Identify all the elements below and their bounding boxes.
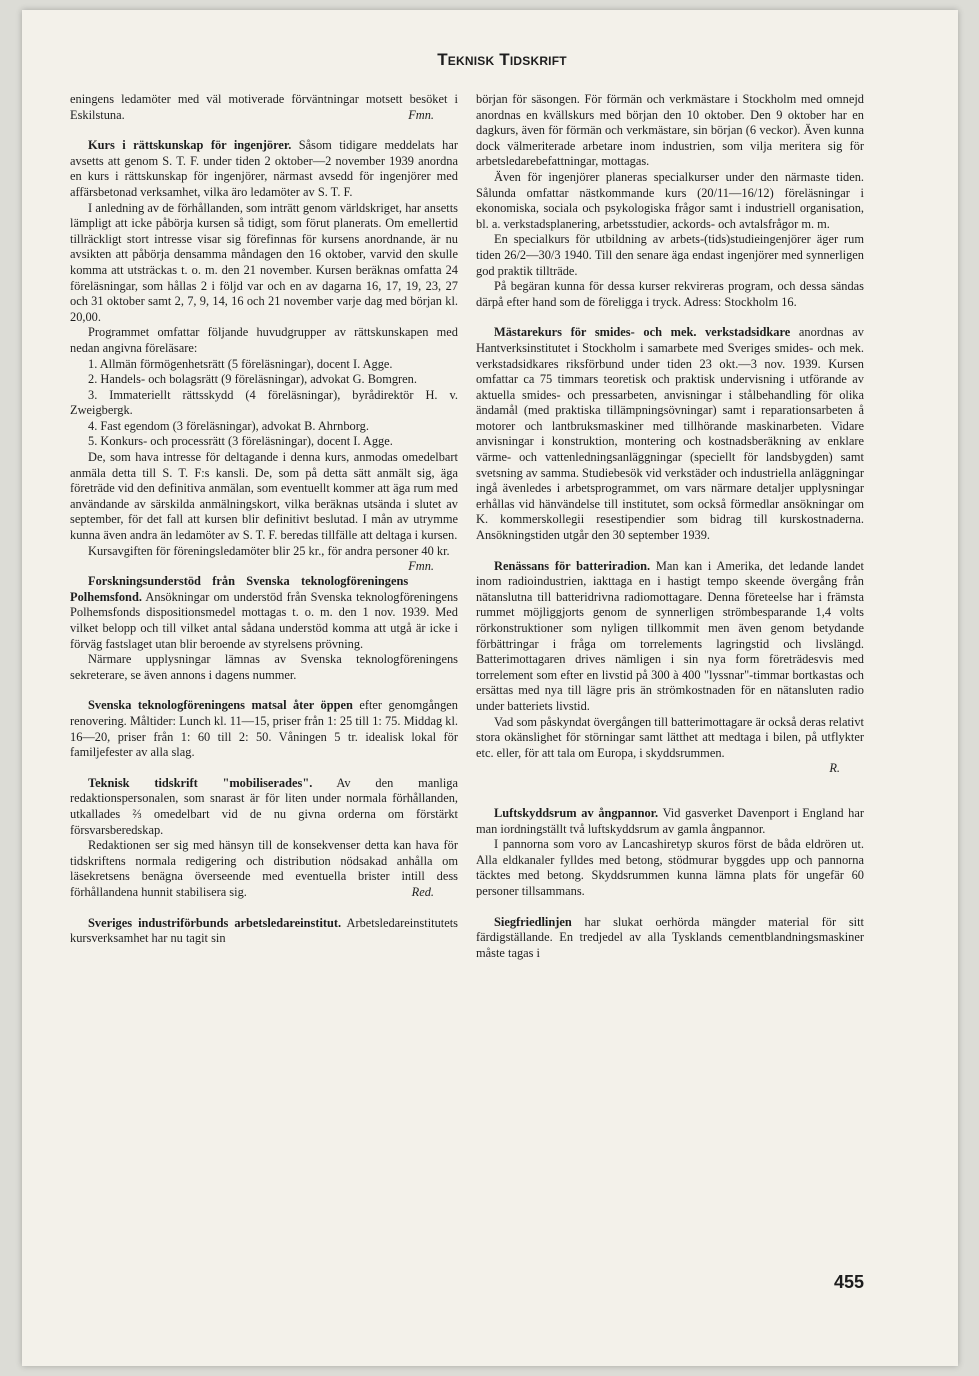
- article-siegfriedlinjen: Siegfriedlinjen har slukat oerhörda mängder material för sitt färdigställande. En tredjedel av alla Tysklands cementblandningsmaskiner måste tagas i: [476, 914, 864, 960]
- paragraph: Vad som påskyndat övergången till batterimottagare är också deras relativt stora okänslighet för störningar samt lätthet att medtaga i bilen, på utflykter etc. eller, för att tala om Europa, i skyddsrummen.: [476, 714, 864, 760]
- signature: Fmn.: [408, 107, 434, 122]
- paragraph: Programmet omfattar följande huvudgrupper av rättskunskapen med nedan angivna föreläsare:: [70, 325, 458, 355]
- article-forskning: Forskningsunderstöd från Svenska teknologföreningens Polhemsfond. Ansökningar om understöd från Svenska teknologföreningens Polhemsfonds dispositionsmedel mottagas t. o. m. den 1 nov. 1939. Med vilket belopp och till vilket antal sådana understöd komma att utgå är icke i förväg fastslaget utan blir beroende av styrelsens prövning.: [70, 574, 458, 651]
- article-industri: Sveriges industriförbunds arbetsledareinstitut. Arbetsledareinstitutets kursverksamhet har nu tagit sin: [70, 915, 458, 946]
- signature: Red.: [411, 884, 434, 899]
- left-column: [70, 92, 458, 947]
- article-title: Teknisk tidskrift "mobiliserades".: [88, 775, 313, 790]
- paragraph: Redaktionen ser sig med hänsyn till de konsekvenser detta kan hava för tidskriftens normala redigering och distribution nödsakad anhålla om läsekretsens benägna överseende med eventuella brister intill dess förhållandena hunnit stabilisera sig. Red.: [70, 838, 458, 899]
- article-batteriradion: Renässans för batteriradion. Man kan i Amerika, det ledande landet inom radioindustrien, iakttaga en i hastigt tempo skeende övergång från nätanslutna till batteridrivna radiomottagare. Denna företeelse har i främsta rummet möjliggjorts genom de synnerligen strömbesparande 1,4 volts rörkonstruktioner som nyligen tillkommit men även genom betydande förbättringar i fråga om torrelements lagringstid och livslängd. Batterimottagaren drives nämligen i sin nya form företrädesvis med torrelement som efter en livstid på 300 à 400 "lyssnar"-timmar bortkastas och ersättas med nya till lägre pris än strömkostnaden för en nätansluten radio under batteriets livstid.: [476, 558, 864, 713]
- article-title: Mästarekurs för smides- och mek. verkstadsidkare: [494, 325, 791, 340]
- article-mastarekurs: Mästarekurs för smides- och mek. verkstadsidkare anordnas av Hantverksinstitutet i Stockholm i samarbete med Sveriges smides- och mek. verkstadsidkares riksförbund under tiden 23 okt.—3 nov. 1939. Kursen omfattar ca 75 timmars teoretisk och praktisk undervisning i utförande av aktuella smides- och pressarbeten, anvisningar i stålbehandling för olika ändamål (med praktiska tillämpningsövningar) samt i reparationsarbeten å motorer och lantbruksmaskiner med tillhörande maskinarbeten. Vidare anvisningar i konstruktion, montering och kostnadsberäkning av enklare värme- och vattenledningsanläggningar (speciellt för landsbygden) samt svetsning av samma. Studiebesök vid verkstäder och industriella anläggningar ingå ävenledes i arbetsprogrammet, om vars närmare detaljer upplysningar erhållas vid hänvändelse till institutet, som också förmedlar ansökningar om K. kommerskollegii resestipendier som bidrag till kurskostnaderna. Ansökningstiden utgår den 30 september 1939.: [476, 325, 864, 543]
- article-matsal: Svenska teknologföreningens matsal åter öppen efter genomgången renovering. Måltider: Lunch kl. 11—15, priser från 1: 25 till 1: 75. Middag kl. 16—20, priser från 1: 60 till 2: 50. Våningen 5 tr. idealisk lokal för familjefester av alla slag.: [70, 698, 459, 760]
- article-kurs: Kurs i rättskunskap för ingenjörer. Såsom tidigare meddelats har avsetts att genom S. T. F. under tiden 2 oktober—2 november 1939 anordna en kurs i rättskunskap för ingenjörer, närmast avsedd för ingenjörer med affärsbetonad verksamhet, vilka äro ledamöter av S. T. F.: [70, 138, 458, 199]
- paragraph: Närmare upplysningar lämnas av Svenska teknologföreningens sekreterare, se även annons i dagens nummer.: [70, 652, 458, 682]
- article-title: Kurs i rättskunskap för ingenjörer.: [88, 138, 292, 153]
- article-title: Siegfriedlinjen: [494, 914, 572, 929]
- paragraph: Även för ingenjörer planeras specialkurser under den närmaste tiden. Sålunda omfattar nästkommande kurs (20/11—16/12) föreläsningar i ekonomiska, sociala och psykologiska frågor samt i industriell organisation, bl. a. verkstadsplanering, arbetsstudier, ackords- och avtalsfrågor m. m.: [476, 169, 864, 231]
- paragraph: På begäran kunna för dessa kurser rekvireras program, och dessa sändas därpå efter hand som de föreligga i tryck. Adress: Stockholm 16.: [476, 279, 864, 309]
- paragraph: De, som hava intresse för deltagande i denna kurs, anmodas omedelbart anmäla detta till S. T. F:s kansli. De, som på detta sätt anmält sig, äga företräde vid den definitiva anmälan, som eventuellt kommer att äga rum med användande av särskilda anmälningskort, vilka beräknas utsända i slutet av september, för det fall att kursen blir definitivt beslutad. I mån av utrymme kunna även andra än ledamöter av S. T. F. beredas tillfälle att deltaga i kursen.: [70, 450, 458, 543]
- paragraph: I pannorna som voro av Lancashiretyp skuros först de båda eldrören ut. Alla eldkanaler fylldes med betong, stödmurar byggdes upp och pannorna täcktes med betong. Skyddsrummen kunna lämna plats för ungefär 60 personer tillsammans.: [476, 837, 864, 898]
- article-mobil: Teknisk tidskrift "mobiliserades". Av den manliga redaktionspersonalen, som snarast är för liten under normala förhållanden, utkallades ⅔ omedelbart vid de nu givna orderna om förstärkt försvarsberedskap.: [70, 775, 458, 837]
- list-item: 5. Konkurs- och processrätt (3 föreläsningar), docent I. Agge.: [88, 434, 393, 449]
- paragraph: I anledning av de förhållanden, som inträtt genom världskriget, har ansetts lämpligt att icke påbörja kursen så tidigt, som förut planerats. Om emellertid tillräckligt stort intresse visar sig förefinnas för kursens anordnande, är nu avsikten att påbörja densamma måndagen den 16 oktober, varvid den skulle komma att utsträckas t. o. m. den 21 november. Kursen beräknas omfatta 24 föreläsningar, som hållas 2 i följd var och en av dagarna 16, 17, 19, 23, 27 och 31 oktober samt 2, 7, 9, 14, 16 och 21 november varje dag med början kl. 20,00.: [70, 200, 458, 324]
- list-item: 2. Handels- och bolagsrätt (9 föreläsningar), advokat G. Bomgren.: [88, 372, 417, 387]
- article-title: Renässans för batteriradion.: [494, 558, 651, 573]
- signature: R.: [829, 761, 840, 776]
- list-item: 1. Allmän förmögenhetsrätt (5 föreläsningar), docent I. Agge.: [88, 356, 393, 371]
- article-title: Svenska teknologföreningens matsal åter öppen: [88, 698, 353, 713]
- signature: Fmn.: [408, 559, 434, 574]
- paragraph: En specialkurs för utbildning av arbets-(tids)studieingenjörer äger rum tiden 26/2—30/3 1940. Till den senare äga endast ingenjörer med synnerligen god praktik tillträde.: [476, 232, 864, 278]
- right-column: [476, 92, 864, 961]
- list-item: 3. Immateriellt rättsskydd (4 föreläsningar), byrådirektör H. v. Zweigbergk.: [70, 387, 458, 418]
- article-title: Luftskyddsrum av ångpannor.: [494, 805, 659, 820]
- article-title: Forskningsunderstöd från Svenska teknologföreningens Polhemsfond.: [70, 574, 409, 604]
- paragraph: Kursavgiften för föreningsledamöter blir 25 kr., för andra personer 40 kr. Fmn.: [88, 543, 450, 574]
- journal-page: [22, 10, 958, 1366]
- article-luftskyddsrum: Luftskyddsrum av ångpannor. Vid gasverket Davenport i England har man iordningställt två luftskyddsrum av gamla ångpannor.: [476, 805, 864, 836]
- paragraph: eningens ledamöter med väl motiverade förväntningar motsett besöket i Eskilstuna. Fmn.: [70, 92, 458, 122]
- paragraph: början för säsongen. För förmän och verkmästare i Stockholm med omnejd anordnas en kvällskurs med början den 10 oktober. Den 9 oktober har en dagkurs, även för förmän och verkmästare, sin början (6 veckor). Även kunna dock välmeriterade arbetare inom industrien, som vilja meritera sig för arbetsledarebefattningar, mottagas.: [476, 92, 864, 169]
- article-title: Sveriges industriförbunds arbetsledareinstitut.: [88, 915, 342, 930]
- page-number: 455: [834, 1272, 865, 1292]
- journal-title: Teknisk Tidskrift: [437, 50, 567, 69]
- list-item: 4. Fast egendom (3 föreläsningar), advokat B. Ahrnborg.: [88, 418, 369, 433]
